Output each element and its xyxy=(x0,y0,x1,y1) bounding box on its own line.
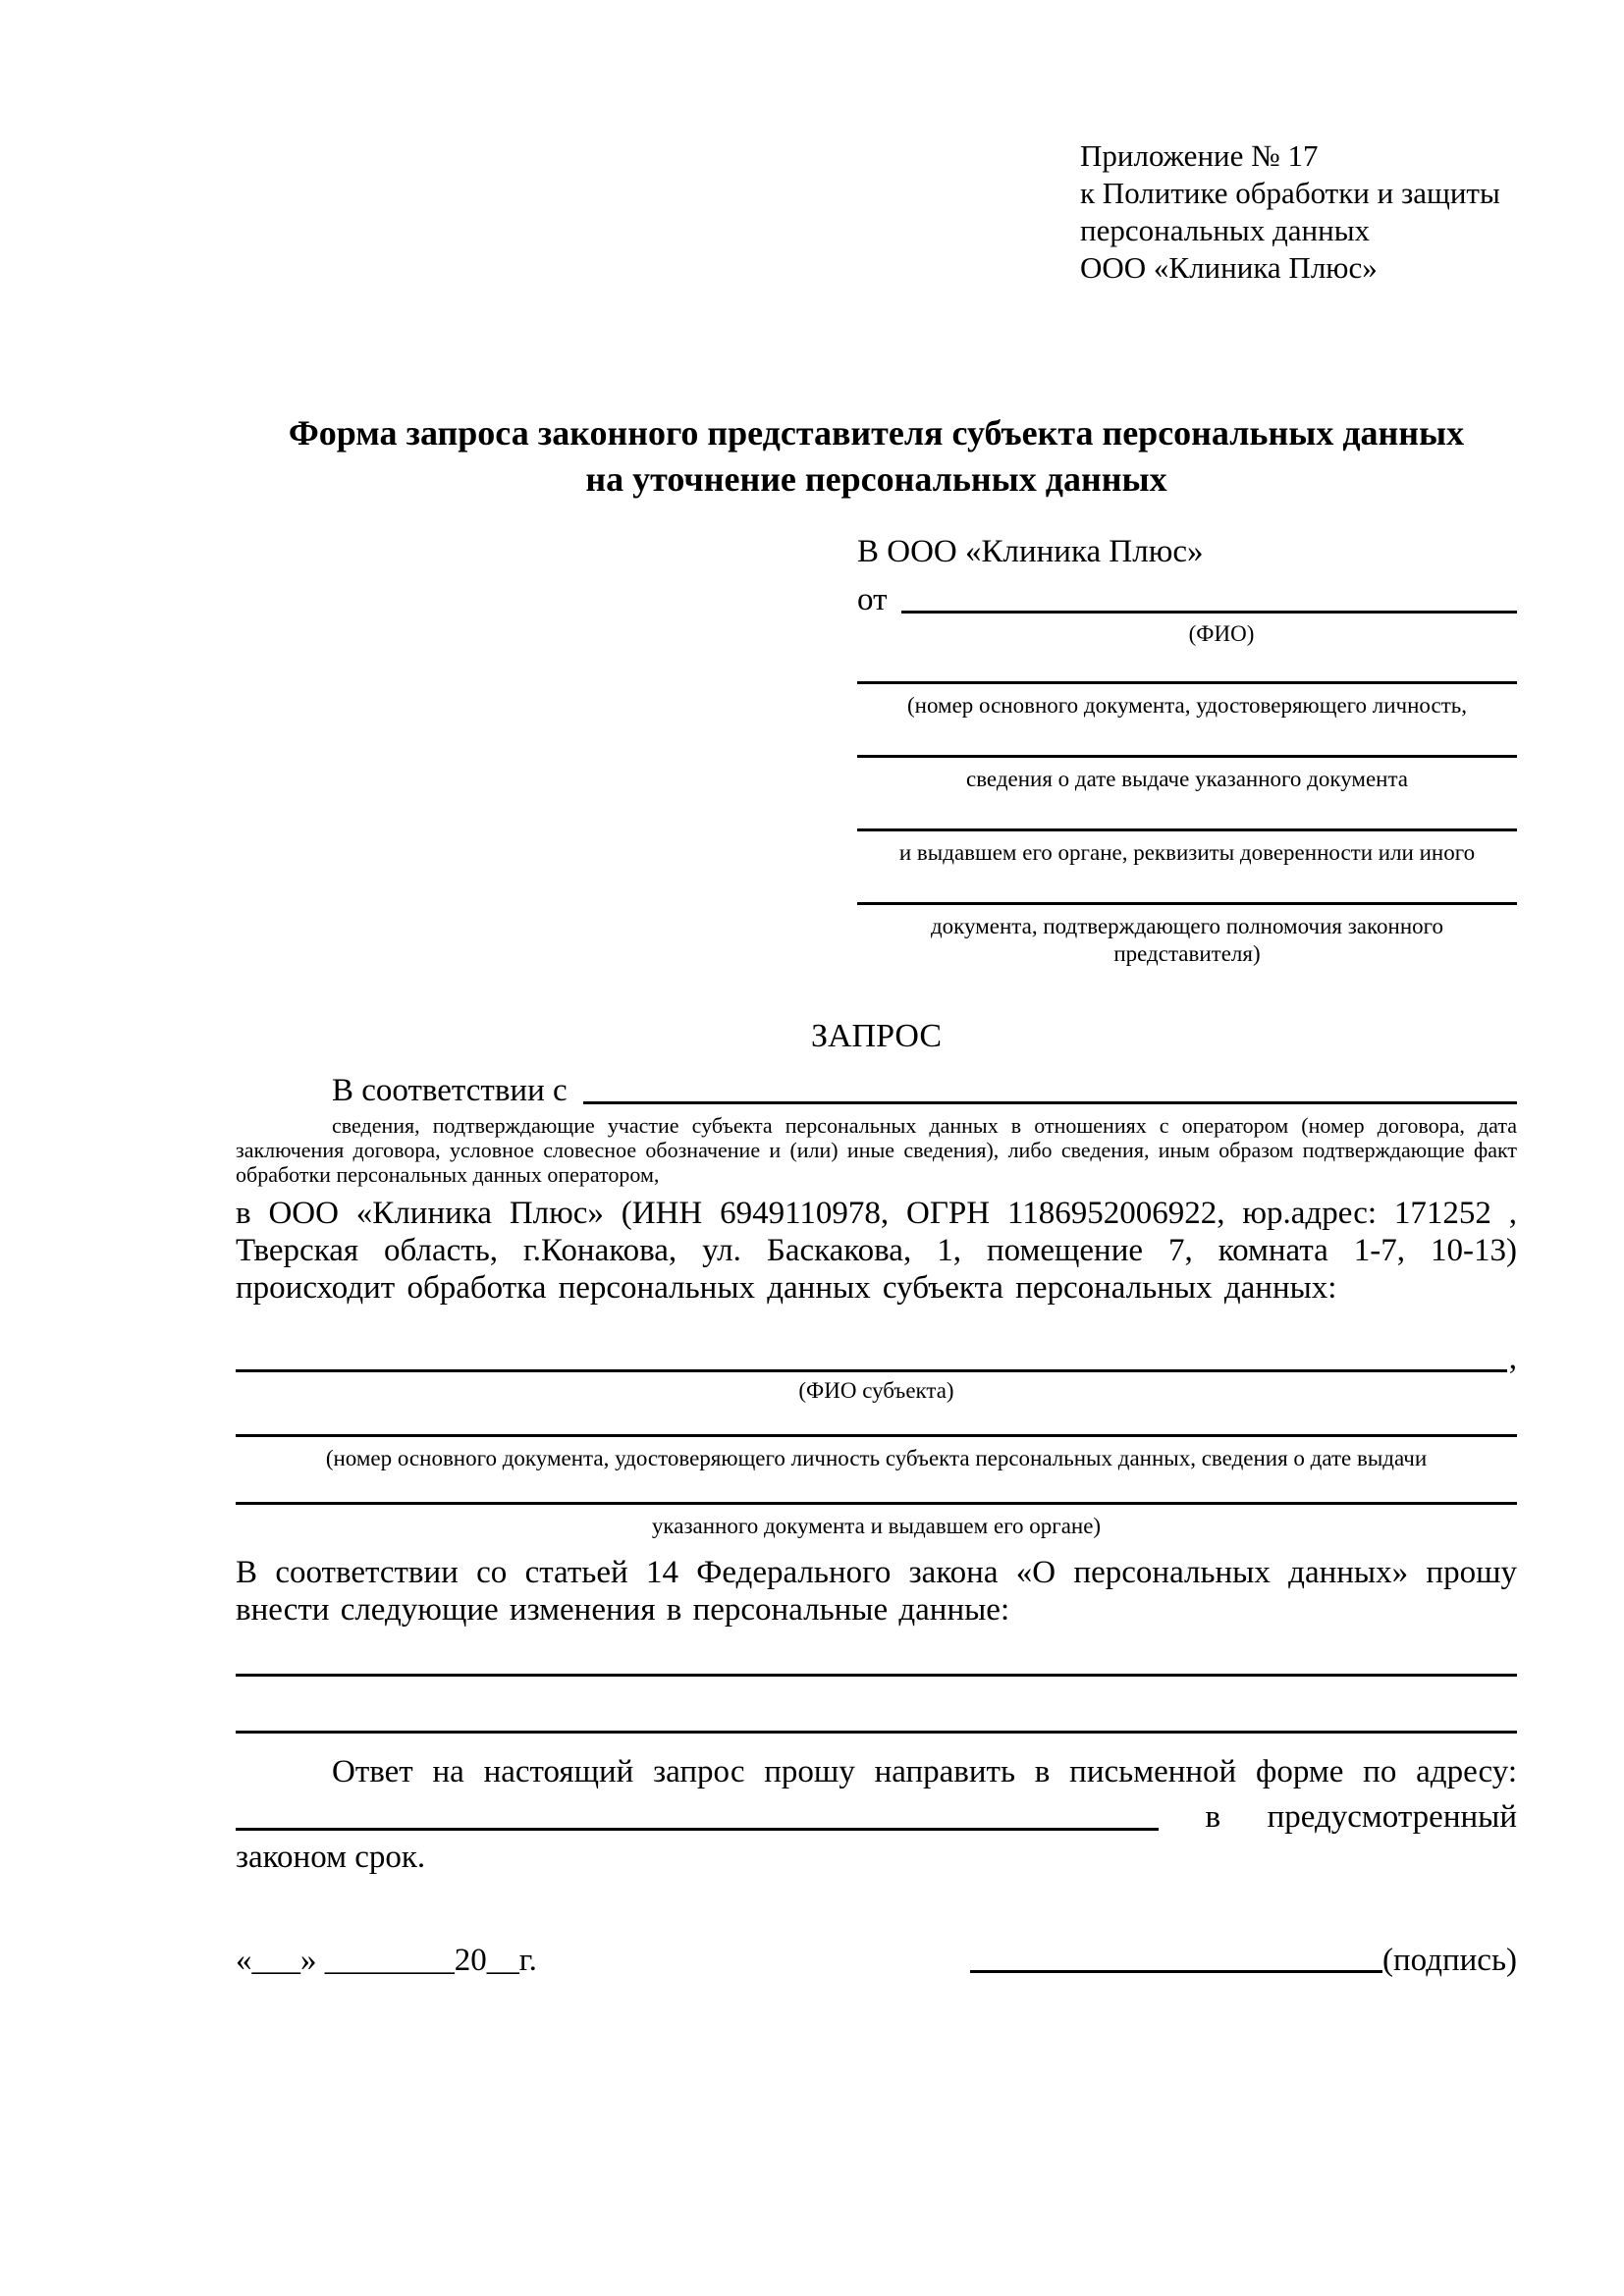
reply-address-blank-line xyxy=(236,1828,1159,1831)
changes-blank-line xyxy=(236,1674,1517,1677)
appendix-header-line: Приложение № 17 xyxy=(1080,138,1319,173)
intro-blank-line xyxy=(583,1072,1517,1104)
doc-blank-line xyxy=(857,681,1517,684)
document-title xyxy=(236,410,1517,503)
reply-word: предусмотренный xyxy=(1267,1799,1517,1835)
appendix-header-line: персональных данных xyxy=(1080,213,1371,247)
signature-caption: (подпись) xyxy=(1382,1943,1517,1978)
doc-field-caption: (номер основного документа, удостоверяющего личность, xyxy=(906,693,1467,718)
signature-blank-line xyxy=(970,1970,1382,1973)
changes-blank-line xyxy=(236,1731,1517,1734)
subject-doc-field xyxy=(236,1502,1517,1540)
signature-area xyxy=(970,1943,1517,1979)
subject-fio-blank-line xyxy=(236,1340,1507,1372)
subject-doc-caption: (номер основного документа, удостоверяющего личность субъекта персональных данных, сведения о дате выдачи xyxy=(325,1446,1428,1470)
date-signature-row xyxy=(236,1934,1517,1979)
doc-blank-line xyxy=(857,828,1517,831)
date-line: «___» ________20__г. xyxy=(236,1943,537,1978)
doc-blank-line xyxy=(857,902,1517,905)
doc-field-caption: и выдавшем его органе, реквизиты доверенности или иного xyxy=(898,840,1476,865)
document-title-line: на уточнение персональных данных xyxy=(585,459,1167,499)
fio-caption: (ФИО) xyxy=(1188,621,1255,646)
law-paragraph: В соответствии со статьей 14 Федерального закона «О персональных данных» прошу внести следующие изменения в персональные данные: xyxy=(236,1555,1517,1628)
addressee-block xyxy=(857,532,1517,968)
reply-address-row xyxy=(236,1792,1517,1836)
doc-field xyxy=(857,902,1517,968)
reply-sentence: Ответ на настоящий запрос прошу направить в письменной форме по адресу: xyxy=(332,1754,1517,1789)
appendix-header-line: к Политике обработки и защиты xyxy=(1080,176,1500,210)
doc-field-caption: сведения о дате выдаче указанного документа xyxy=(965,767,1409,791)
fio-blank-line xyxy=(901,581,1518,614)
doc-field-caption: документа, подтверждающего полномочия законного представителя) xyxy=(930,914,1443,966)
subject-doc-caption: указанного документа и выдавшем его органе) xyxy=(651,1514,1102,1538)
doc-field xyxy=(857,681,1517,720)
appendix-header-line: ООО «Клиника Плюс» xyxy=(1080,250,1378,285)
appendix-header xyxy=(1080,137,1517,287)
operator-paragraph: в ООО «Клиника Плюс» (ИНН 6949110978, ОГРН 1186952006922, юр.адрес: 171252 , Тверская область, г.Конакова, ул. Баскакова, 1, помещение 7, комната 1-7, 10-13) происходит обработка персональных данных субъекта персональных данных: xyxy=(236,1196,1517,1306)
addressee-organization: В ООО «Клиника Плюс» xyxy=(857,534,1204,569)
addressee-from-row xyxy=(857,579,1517,618)
subject-comma: , xyxy=(1508,1341,1517,1376)
intro-row xyxy=(236,1068,1517,1109)
intro-label: В соответствии с xyxy=(332,1073,568,1108)
subject-doc-field xyxy=(236,1434,1517,1472)
subject-fio-row xyxy=(236,1338,1517,1377)
footnote-text: сведения, подтверждающие участие субъекта персональных данных в отношениях с оператором (номер договора, дата заключения договора, условное словесное обозначение и (или) иные сведения), либо сведения, иным образом подтверждающие факт обработки персональных данных оператором, xyxy=(236,1113,1517,1187)
subject-fio-caption: (ФИО субъекта) xyxy=(798,1378,954,1403)
reply-end: законом срок. xyxy=(236,1840,426,1875)
from-label: от xyxy=(857,582,888,617)
reply-word: в xyxy=(1205,1799,1221,1835)
doc-field xyxy=(857,755,1517,793)
doc-blank-line xyxy=(857,755,1517,758)
subject-doc-blank-line xyxy=(236,1434,1517,1437)
document-title-line: Форма запроса законного представителя субъекта персональных данных xyxy=(288,413,1465,453)
request-heading: ЗАПРОС xyxy=(810,1018,943,1054)
doc-field xyxy=(857,828,1517,867)
subject-doc-blank-line xyxy=(236,1502,1517,1505)
